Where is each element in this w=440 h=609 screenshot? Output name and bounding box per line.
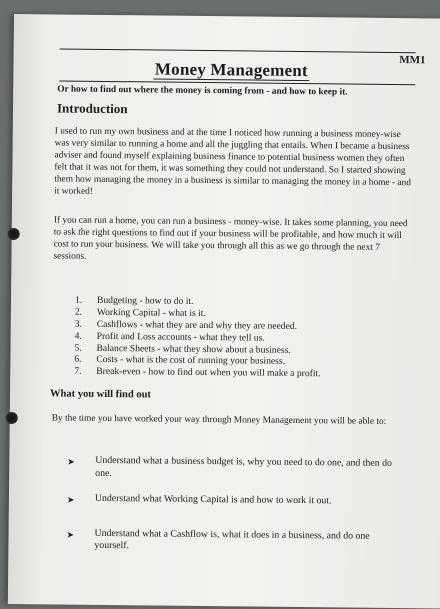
arrow-bullet-icon: ➤ bbox=[66, 529, 75, 540]
outcomes-list bbox=[66, 455, 395, 556]
document-code: MM1 bbox=[399, 54, 426, 67]
list-item: ➤ Understand what Working Capital is and how to work it out. bbox=[66, 492, 332, 507]
list-item: 4. Profit and Loss accounts - what they tell us. bbox=[74, 330, 265, 344]
list-item: 7. Break-even - how to find out when you will make a profit. bbox=[74, 365, 321, 380]
list-item: 6. Costs - what is the cost of running your business. bbox=[74, 354, 286, 368]
binder-hole bbox=[8, 228, 20, 240]
sessions-list bbox=[74, 295, 321, 381]
intro-paragraph-2: If you can run a home, you can run a business - money-wise. It takes some planning, you need to ask the right questions to find out if your business will be profitable, and how much it will cost to run your business. We will take you through all this as we go through the next 7 sessions. bbox=[53, 215, 408, 262]
list-item: ➤ Understand what a Cashflow is, what it does in a business, and do one yourself. bbox=[66, 527, 370, 552]
list-item: 5. Balance Sheets - what they show about a business. bbox=[74, 342, 291, 356]
page-title-text: Money Management bbox=[153, 59, 310, 81]
list-item: 2. Working Capital - what is it. bbox=[74, 306, 206, 319]
page-subtitle: Or how to find out where the money is coming from - and how to keep it. bbox=[57, 84, 348, 98]
find-out-intro: By the time you have worked your way through Money Management you will be able to: bbox=[51, 413, 387, 427]
find-out-heading: What you will find out bbox=[49, 388, 152, 401]
page-title bbox=[13, 58, 440, 83]
list-item: 1. Budgeting - how to do it. bbox=[74, 294, 194, 307]
list-item: ➤ Understand what a business budget is, why you need to do one, and then do one. bbox=[67, 454, 392, 479]
arrow-bullet-icon: ➤ bbox=[66, 494, 75, 505]
binder-hole bbox=[6, 412, 18, 424]
intro-paragraph-1: I used to run my own business and at the time I noticed how running a business money-wise was very similar to running a home and all the juggling that entails. When I became a business adviser and found myself explaining business finance to potential business women they often felt that it was not for them, it was something they could not understand. So I started showing them how managing the money in a business is similar to managing the money in a home - and it worked! bbox=[54, 126, 412, 197]
introduction-heading: Introduction bbox=[56, 100, 128, 117]
arrow-bullet-icon: ➤ bbox=[67, 456, 75, 467]
top-rule bbox=[60, 48, 416, 53]
list-item: 3. Cashflows - what they are and why they are needed. bbox=[74, 318, 298, 332]
document-page bbox=[8, 14, 440, 609]
